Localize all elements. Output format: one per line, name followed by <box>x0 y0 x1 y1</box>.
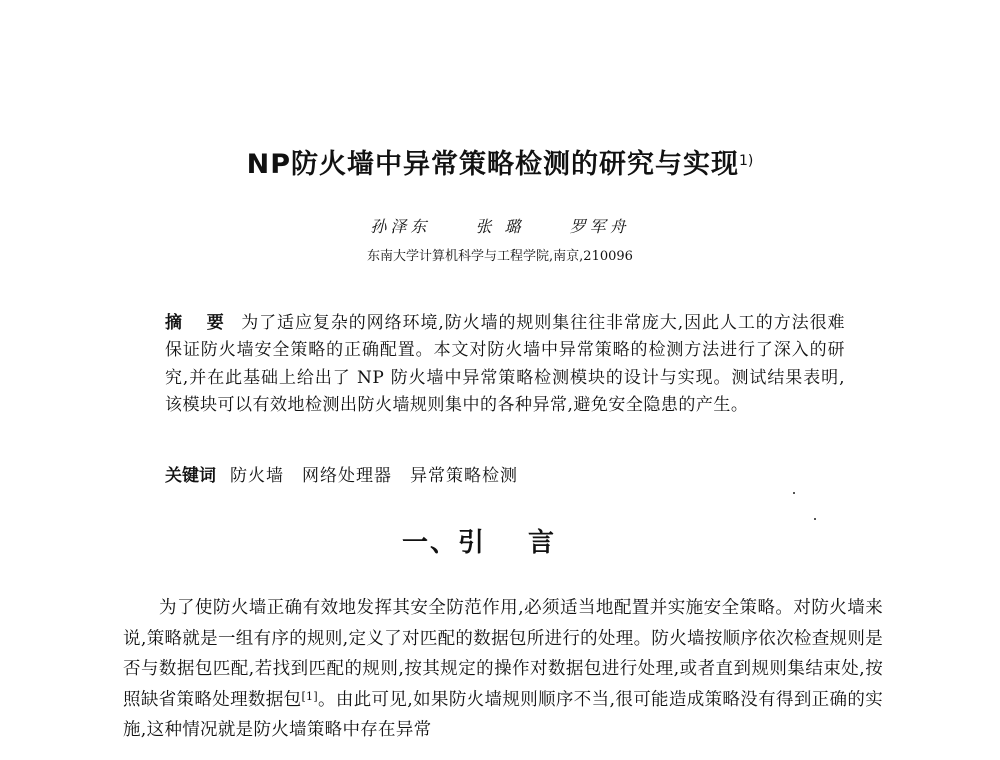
section-number: 一、 <box>401 528 458 558</box>
keywords-label: 关键词 <box>165 466 216 486</box>
body-paragraph <box>123 593 883 746</box>
scan-speck <box>793 492 795 494</box>
keywords <box>165 463 865 490</box>
author-name: 罗军舟 <box>569 217 630 236</box>
author-name: 张 璐 <box>475 217 525 236</box>
affiliation: 东南大学计算机科学与工程学院,南京,210096 <box>367 249 633 264</box>
section-heading <box>0 525 1000 561</box>
author-name: 孙泽东 <box>370 217 431 236</box>
keyword: 防火墙 <box>230 466 284 486</box>
paper-title-text: NP防火墙中异常策略检测的研究与实现 <box>246 149 739 180</box>
paper-title <box>0 147 1000 183</box>
body-text-after-ref: 。由此可见,如果防火墙规则顺序不当,很可能造成策略没有得到正确的实施,这种情况就是防火墙策略中存在异常 <box>123 689 883 740</box>
body-text-before-ref: 为了使防火墙正确有效地发挥其安全防范作用,必须适当地配置并实施安全策略。对防火墙来说,策略就是一组有序的规则,定义了对匹配的数据包所进行的处理。防火墙按顺序依次检查规则是否与数据包匹配,若找到匹配的规则,按其规定的操作对数据包进行处理,或者直到规则集结束处,按照缺省策略处理数据包 <box>123 598 883 710</box>
abstract <box>165 310 845 420</box>
citation-ref: [1] <box>301 689 318 703</box>
keyword: 异常策略检测 <box>410 466 518 486</box>
scan-speck <box>814 518 816 520</box>
abstract-label: 摘 要 <box>165 313 234 333</box>
abstract-text: 为了适应复杂的网络环境,防火墙的规则集往往非常庞大,因此人工的方法很难保证防火墙安全策略的正确配置。本文对防火墙中异常策略的检测方法进行了深入的研究,并在此基础上给出了 NP 防火墙中异常策略检测模块的设计与实现。测试结果表明,该模块可以有效地检测出防火墙规则集中的各种异常,避免安全隐患的产生。 <box>165 313 845 416</box>
section-title: 引言 <box>458 528 599 558</box>
author-list <box>0 216 1000 238</box>
keyword: 网络处理器 <box>302 466 392 486</box>
title-footnote-marker: 1) <box>739 153 754 169</box>
